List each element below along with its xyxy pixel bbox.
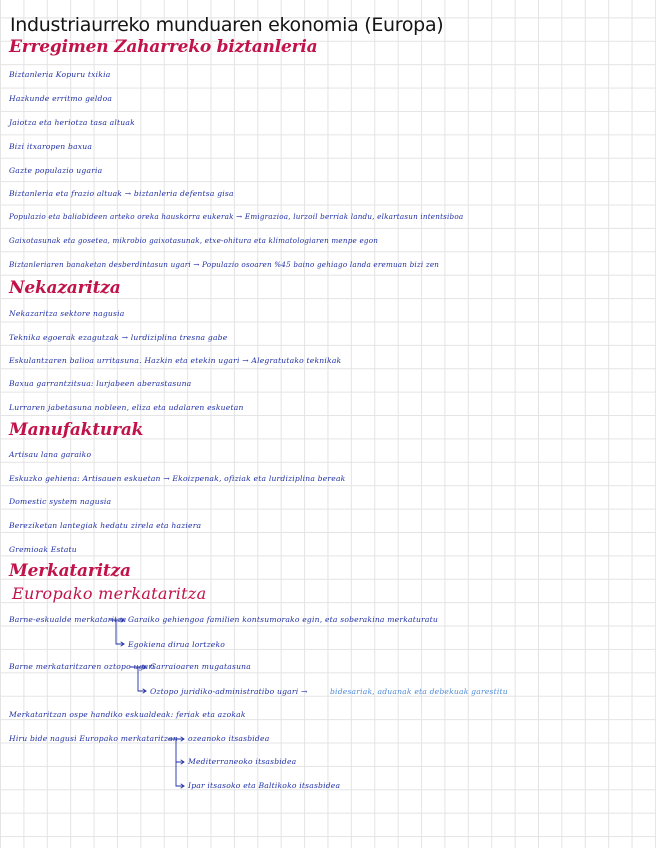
population-item-8: Gaixotasunak eta gosetea, mikrobio gaixotasunak, etxe-ohitura eta klimatologiaren menpe egon	[9, 236, 379, 245]
arrow-entry-1-top	[116, 618, 124, 622]
population-item-5: Gazte populazio ugaria	[9, 166, 103, 175]
manufacturing-item-5: Gremioak Estatu	[9, 545, 77, 554]
arrow-network-2	[176, 760, 184, 764]
bracket-entry-2	[130, 667, 146, 691]
agriculture-item-5: Lurraren jabetasuna nobleen, eliza eta udalaren eskuetan	[9, 403, 244, 412]
trade-entry-2-highlight: bidesariak, aduanak eta debekuak garestitu	[330, 687, 508, 696]
manufacturing-item-4: Bereziketan lantegiak hedatu zirela eta haziera	[9, 521, 202, 530]
population-item-1: Biztanleria Kopuru txikia	[9, 70, 111, 79]
arrow-entry-2-top	[138, 665, 146, 669]
heading-population: Erregimen Zaharreko biztanleria	[9, 37, 318, 57]
trade-network-branch-3: Ipar itsasoko eta Baltikoko itsasbidea	[188, 781, 341, 790]
subheading-european-trade: Europako merkataritza	[12, 584, 207, 603]
population-item-6: Biztanleria eta frazio altuak → biztanleria defentsa gisa	[9, 189, 234, 198]
manufacturing-item-3: Domestic system nagusia	[9, 497, 112, 506]
trade-network-branch-1: ozeanoko itsasbidea	[188, 734, 270, 743]
trade-entry-2-branch-1: Garraioaren mugatasuna	[150, 662, 252, 671]
population-item-7: Populazio eta baliabideen arteko oreka hauskorra eukerak → Emigrazioa, lurzoil berriak landu, elkartasun intentsiboa	[9, 212, 464, 221]
agriculture-item-2: Teknika egoerak ezagutzak → lurdiziplina tresna gabe	[9, 333, 228, 342]
population-item-3: Jaiotza eta heriotza tasa altuak	[9, 118, 135, 127]
trade-entry-2-branch-2: Oztopo juridiko-administratibo ugari →	[150, 687, 308, 696]
agriculture-item-1: Nekazaritza sektore nagusia	[9, 309, 125, 318]
trade-network-branch-2: Mediterraneoko itsasbidea	[188, 757, 297, 766]
page-title: Industriaurreko munduaren ekonomia (Europa)	[10, 14, 444, 36]
arrow-network-1	[176, 737, 184, 741]
heading-trade: Merkataritza	[9, 561, 131, 581]
manufacturing-item-1: Artisau lana garaiko	[9, 450, 92, 459]
trade-entry-2-lead: Barne merkataritzaren oztopo ugari	[9, 662, 155, 671]
agriculture-item-4: Baxua garrantzitsua: lurjabeen aberastasuna	[9, 379, 192, 388]
trade-entry-1-lead: Barne-eskualde merkataritza	[9, 615, 127, 624]
bracket-network	[168, 739, 184, 786]
trade-network-lead: Hiru bide nagusi Europako merkataritzan	[9, 734, 178, 743]
population-item-9: Biztanleriaren banaketan desberdintasun ugari → Populazio osoaren %45 baino gehiago landa eremuan bizi zen	[9, 260, 440, 269]
manufacturing-item-2: Eskuzko gehiena: Artisauen eskuetan → Ekoizpenak, ofiziak eta lurdiziplina bereak	[9, 474, 346, 483]
agriculture-item-3: Eskulantzaren balioa urritasuna. Hazkin eta etekin ugari → Alegratutako teknikak	[9, 356, 342, 365]
trade-statement: Merkataritzan ospe handiko eskualdeak: feriak eta azokak	[9, 710, 246, 719]
population-item-4: Bizi itxaropen baxua	[9, 142, 93, 151]
bracket-entry-1	[110, 620, 124, 644]
heading-manufacturing: Manufakturak	[9, 420, 144, 440]
trade-entry-1-branch-1: Garaiko gehiengoa familien kontsumorako egin, eta soberakina merkaturatu	[128, 615, 438, 624]
trade-entry-1-branch-2: Egokiena dirua lortzeko	[128, 640, 226, 649]
heading-agriculture: Nekazaritza	[9, 278, 121, 298]
population-item-2: Hazkunde erritmo geldoa	[9, 94, 113, 103]
